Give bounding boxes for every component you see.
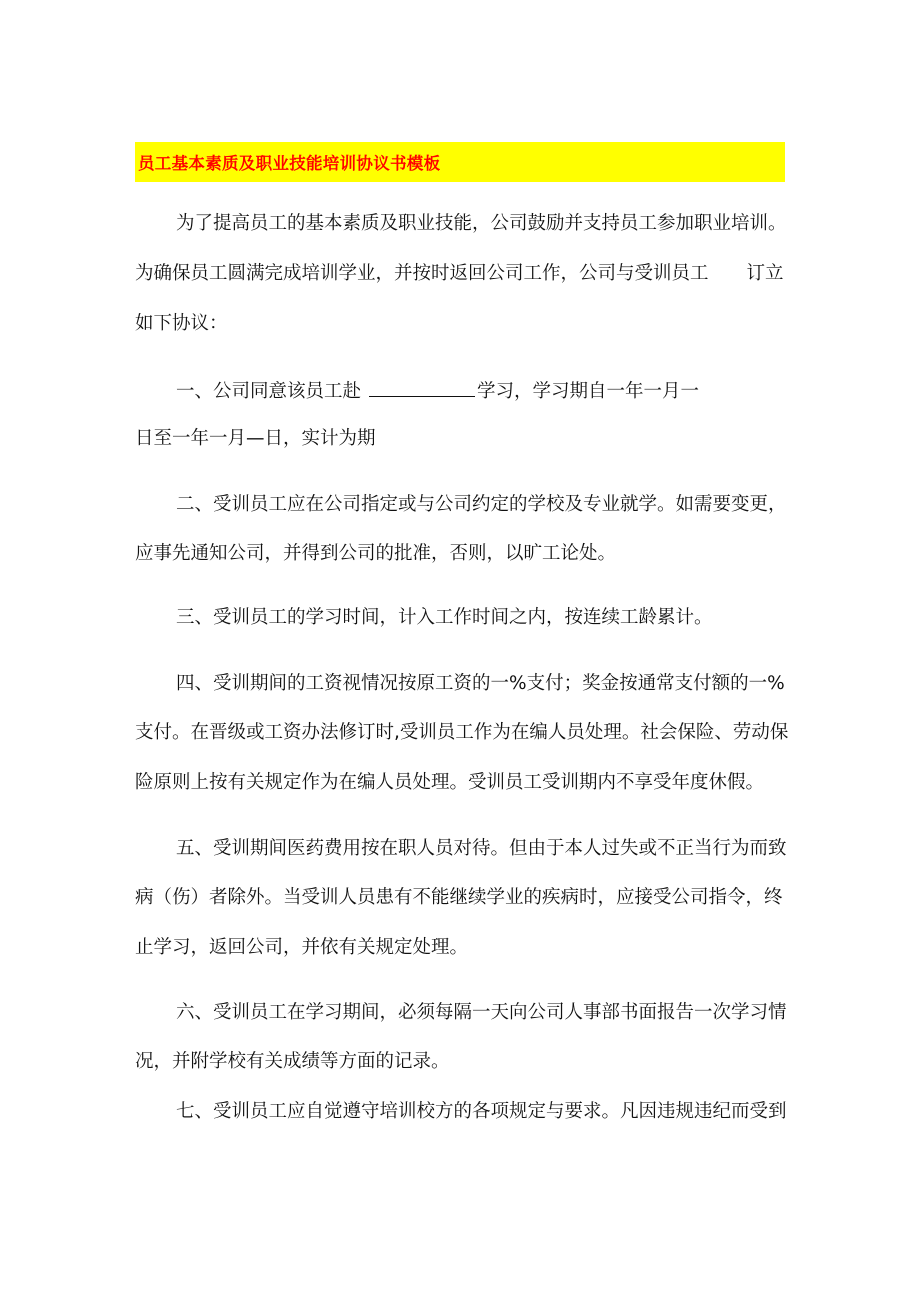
intro-line-1: 为了提高员工的基本素质及职业技能，公司鼓励并支持员工参加职业培训。 [176, 213, 787, 234]
clause-5-line-3: 止学习，返回公司，并依有关规定处理。 [135, 937, 469, 958]
clause-4-line-1: 四、受训期间的工资视情况按原工资的一%支付；奖金按通常支付额的一% [176, 673, 785, 694]
clause-2-line-1: 二、受训员工应在公司指定或与公司约定的学校及专业就学。如需要变更， [176, 494, 787, 515]
clause-3-line-1: 三、受训员工的学习时间，计入工作时间之内，按连续工龄累计。 [176, 607, 713, 628]
intro-line-3: 如下协议： [135, 313, 228, 334]
clause-6-line-1: 六、受训员工在学习期间，必须每隔一天向公司人事部书面报告一次学习情 [176, 1002, 787, 1023]
clause-1-text-a: 一、公司同意该员工赴 [176, 381, 362, 402]
title-highlight [135, 142, 785, 182]
intro-line-2-tail: 订立 [746, 263, 784, 284]
clause-1-text-b: 学习，学习期自一年一月一 [477, 381, 700, 402]
clause-4-line-2: 支付。在晋级或工资办法修订时,受训员工作为在编人员处理。社会保险、劳动保 [135, 722, 789, 743]
intro-line-2-text: 为确保员工圆满完成培训学业，并按时返回公司工作，公司与受训员工 [135, 263, 709, 284]
clause-7-line-1: 七、受训员工应自觉遵守培训校方的各项规定与要求。凡因违规违纪而受到 [176, 1101, 787, 1122]
document-title: 员工基本素质及职业技能培训协议书模板 [138, 154, 441, 173]
clause-5-line-2: 病（伤）者除外。当受训人员患有不能继续学业的疾病时，应接受公司指令，终 [135, 887, 783, 908]
clause-2-line-2: 应事先通知公司，并得到公司的批准，否则，以旷工论处。 [135, 543, 617, 564]
clause-1-line-2: 日至一年一月—日，实计为期 [135, 428, 376, 449]
clause-1-line-1 [176, 378, 699, 404]
fill-blank-field [369, 378, 475, 397]
clause-4-line-3: 险原则上按有关规定作为在编人员处理。受训员工受训期内不享受年度休假。 [135, 772, 765, 793]
intro-line-2 [135, 262, 784, 286]
clause-5-line-1: 五、受训期间医药费用按在职人员对待。但由于本人过失或不正当行为而致 [176, 838, 787, 859]
clause-6-line-2: 况，并附学校有关成绩等方面的记录。 [135, 1051, 450, 1072]
